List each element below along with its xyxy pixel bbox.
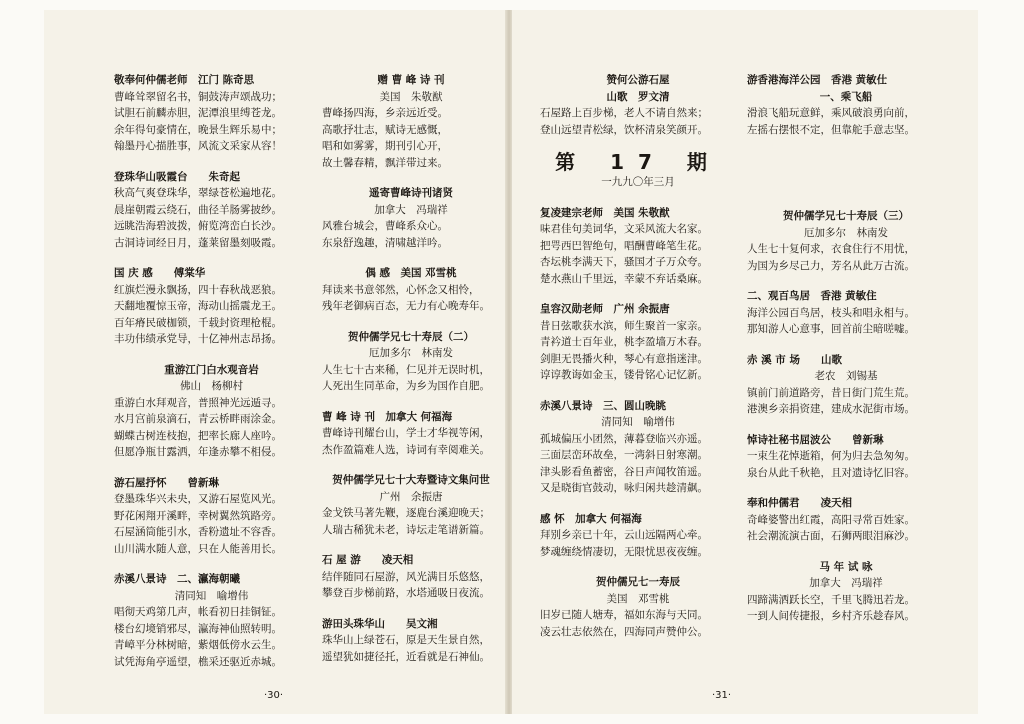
poem-line: 杏坛桃李满天下，骚国才子万众夸。: [540, 256, 708, 268]
spacer: [114, 155, 309, 169]
page-number-right: ·31·: [712, 690, 732, 701]
spacer: [322, 602, 500, 616]
poem-line: 美国 朱敬猷: [379, 90, 443, 103]
poem-line: 左摇右摆恨不定，但靠舵手意志坚。: [747, 123, 915, 136]
poem-line: 山川满水随人意，只在人能善用长。: [114, 542, 282, 555]
right-column-2: [747, 72, 945, 625]
poem-line: 老农 刘锡基: [814, 370, 878, 382]
poem-line: 三面层峦环故垒，一湾斜日射寒潮。: [540, 449, 708, 461]
poem-line: 旧岁已随人塘寿，福如东海与天同。: [540, 609, 708, 621]
poem-title: 赤溪八景诗 三、圆山晚眺: [540, 399, 666, 412]
spacer: [747, 545, 945, 559]
poem-line: 珠华山上绿苍石，原是天生景自然，: [322, 634, 490, 646]
poem-title: 游石屋抒怀 曾新琳: [114, 476, 219, 489]
poem-line: 石屋涵筒能引水，香粉遗址不容香。: [114, 526, 282, 538]
poem-title: 偶 感 美国 邓雪桃: [365, 267, 457, 279]
spacer: [322, 171, 500, 185]
poem-line: 奇峰婆警出红霞，高阳寻常百姓家。: [747, 513, 915, 526]
issue-date: 一九九〇年三月: [601, 176, 675, 188]
poem-line: 楼台幻境销邪尽，瀛海神仙照转明。: [114, 622, 282, 635]
poem-line: 曹峰扬四海，乡亲远近受。: [322, 107, 448, 119]
left-column-1: [114, 72, 309, 670]
poem-line: 为国为乡尽己力，芳名从此万古流。: [747, 259, 915, 272]
spacer: [322, 395, 500, 409]
poem-line: 曹峰诗刊耀台山，学士才华视等闲，: [322, 427, 490, 439]
poem-line: 把咢西巴智绝句，唱酬曹峰笔生花。: [540, 239, 708, 252]
spacer: [540, 384, 736, 398]
poem-line: 谆谆教诲如金玉，镂骨铭心记忆新。: [540, 369, 708, 381]
poem-line: 人死出生同革命，为乡为国作自肥。: [322, 380, 490, 392]
poem-line: 人生七十复何求，衣食住行不用忧，: [747, 243, 915, 255]
poem-line: 高歌抒壮志，赋诗无感慨，: [322, 123, 448, 136]
spacer: [540, 497, 736, 511]
poem-line: 东泉舒逸趣，清啸越洋吟。: [322, 236, 448, 249]
spacer: [747, 166, 945, 180]
spacer: [322, 315, 500, 329]
spacer: [747, 481, 945, 495]
poem-line: 金戈铁马著先鞭，逐鹿台溪迎晚天；: [322, 507, 490, 519]
poem-line: 重游白水拜观音，普照神光远遁寻。: [114, 396, 282, 409]
poem-line: 试凭海角亭遥望，樵采还驱近赤城。: [114, 655, 282, 668]
poem-line: 拜别乡亲已十年，云山远隔两心牵。: [540, 529, 708, 541]
poem-line: 人生七十古来稀，仁见并无误时机，: [322, 363, 490, 376]
right-page: [512, 10, 978, 714]
spacer: [540, 287, 736, 301]
poem-title: 悼诗社秘书屈波公 曾新琳: [747, 433, 884, 446]
poem-line: 天翻地覆惊玉帝，海动山摇震龙王。: [114, 300, 282, 312]
spacer: [747, 194, 945, 208]
spacer: [540, 560, 736, 574]
spacer: [747, 274, 945, 288]
spacer: [747, 418, 945, 432]
left-page: [44, 10, 506, 714]
poem-line: 古洞诗词经日月，蓬莱留墨刻吸霞。: [114, 236, 282, 249]
poem-line: 美国 邓雪桃: [606, 592, 670, 605]
poem-line: 登墨珠华兴未央，又游石屋览风光。: [114, 493, 282, 505]
spacer: [322, 458, 500, 472]
poem-title: 游香港海洋公园 香港 黄敏仕: [747, 74, 888, 86]
poem-line: 余年得句豪情在，晚景生辉乐易中；: [114, 123, 282, 136]
poem-line: 加拿大 冯瑞祥: [374, 203, 448, 216]
poem-line: 晨崖朝霞云绕石，曲径羊肠雾披纱。: [114, 203, 282, 216]
page-number-left: ·30·: [264, 690, 284, 701]
poem-line: 水月宫前泉滴石，青云桥畔雨涂金。: [114, 413, 282, 425]
spacer: [114, 461, 309, 475]
poem-line: 孤城偏压小团然，薄暮登临兴亦遥。: [540, 432, 708, 445]
poem-title: 敬奉何仲儒老师 江门 陈奇思: [114, 74, 255, 86]
poem-line: 社会潮流演古面，石狮两眼泪麻沙。: [747, 530, 915, 542]
poem-title: 遥寄曹峰诗刊诸贤: [369, 187, 453, 199]
poem-title: 山歌 罗文清: [606, 90, 670, 103]
poem-line: 残年老御病百态，无力有心晚寿年。: [322, 300, 490, 312]
poem-line: 梦魂缠绕情凄切，无限忧思夜夜缠。: [540, 545, 708, 558]
poem-line: 一束生花悼逝箱，何为归去急匆匆。: [747, 450, 915, 462]
poem-title: 赤 溪 市 场 山歌: [747, 353, 842, 366]
poem-title: 贺仲儒学兄七十寿辰（二）: [348, 330, 474, 343]
poem-line: 一到人间传捷报，乡村齐乐趁春风。: [747, 610, 915, 622]
poem-line: 泉台从此千秋艳，且对遗诗忆旧容。: [747, 466, 915, 479]
poem-line: 厄加多尔 林南发: [804, 226, 888, 239]
poem-title: 登珠华山吸霞台 朱奇起: [114, 170, 240, 183]
left-column-2: [322, 72, 500, 665]
poem-line: 唱彻天鸡第几声，帐看初日挂铜钲。: [114, 606, 282, 618]
poem-title: 复凌建宗老师 美国 朱敬猷: [540, 206, 670, 219]
poem-line: 人瑞古稀犹未老，诗坛走笔谱新篇。: [322, 523, 490, 536]
poem-line: 石屋路上百步梯，老人不请自然来；: [540, 107, 708, 119]
spacer: [747, 180, 945, 194]
right-column-1: [540, 72, 736, 640]
poem-line: 清同知 喻增伟: [174, 589, 249, 602]
poem-line: 加拿大 冯瑞祥: [809, 577, 883, 589]
poem-line: 青衿道士百年业，桃李盈墙万木春。: [540, 336, 708, 348]
poem-line: 蝴蝶古树连枝抱，把率长廊人座吟。: [114, 429, 282, 442]
poem-line: 攀登百步梯前路，水塔通吸日夜流。: [322, 587, 490, 599]
poem-line: 秋高气爽登珠华，翠绿苍松遍地花。: [114, 187, 282, 199]
poem-line: 唱和如雾雾，期刊引心开，: [322, 140, 448, 152]
spacer: [747, 152, 945, 166]
poem-title: 皇容汉勋老师 广州 余振唐: [540, 303, 670, 315]
poem-title: 赤溪八景诗 二、瀛海朝曦: [114, 573, 240, 585]
poem-title: 感 怀 加拿大 何福海: [540, 512, 642, 525]
poem-line: 味君佳句美词华，文采风流大名家。: [540, 223, 708, 235]
poem-line: 四蹄满洒跃长空，千里飞腾迅若龙。: [747, 593, 915, 606]
poem-line: 曹峰耸翠留名书，铜鼓涛声颂战功；: [114, 90, 282, 103]
poem-title: 马 年 试 咏: [819, 560, 873, 573]
poem-title: 贺仲儒学兄七十大寿暨诗文集问世: [332, 474, 490, 486]
poem-line: 风雅台城会，曹峰系众心。: [322, 220, 448, 232]
poem-line: 丰功伟绩承党导，十亿神州志昂扬。: [114, 333, 282, 345]
poem-line: 红旗烂漫永飘扬，四十春秋战恶狼。: [114, 283, 282, 296]
poem-line: 杰作盈篇难人选，诗词有幸阅难关。: [322, 443, 490, 456]
poem-line: 厄加多尔 林南发: [369, 347, 453, 359]
spacer: [747, 338, 945, 352]
poem-line: 镇前门前道路旁，昔日街门荒生荒。: [747, 386, 915, 399]
poem-line: 佛山 杨柳村: [180, 380, 243, 392]
poem-title: 赠 曹 峰 诗 刊: [377, 74, 445, 86]
spacer: [322, 251, 500, 265]
poem-line: 故土馨春精，飘洋带过来。: [322, 156, 448, 169]
poem-title: 国 庆 感 傅棠华: [114, 267, 206, 279]
poem-line: 凌云壮志依然在，四海同声赞仲公。: [540, 625, 708, 638]
poem-title: 重游江门白水观音岩: [164, 363, 259, 376]
poem-line: 野花闲翔开溪畔，幸树翼然筑路旁。: [114, 509, 282, 522]
poem-line: 楚水燕山千里远，幸蒙不弃话桑麻。: [540, 272, 708, 285]
spacer: [114, 557, 309, 571]
poem-line: 又是晓街官鼓动，咏归闲共趁清飙。: [540, 482, 708, 494]
poem-line: 剑胆无畏播火种，琴心有意指迷津。: [540, 352, 708, 365]
poem-line: 津头影看鱼蓄密，谷日声闻牧笛遥。: [540, 465, 708, 478]
poem-line: 青嶂平分林树暗，紫烟低傍水云生。: [114, 639, 282, 651]
poem-line: 昔日弦歌获水滨，师生聚首一家亲。: [540, 319, 708, 332]
spacer: [322, 538, 500, 552]
poem-line: 遥望犹如捷径托，近看就是石神仙。: [322, 650, 490, 663]
poem-line: 广州 余振唐: [379, 490, 443, 503]
poem-title: 二、观百鸟居 香港 黄敏住: [747, 290, 877, 302]
poem-title: 赞何公游石屋: [606, 74, 670, 86]
poem-line: 结伴随同石屋游，风光满目乐悠悠，: [322, 570, 490, 583]
poem-line: 试胆石前麟赤胆，泥潭浪里缚苍龙。: [114, 107, 282, 119]
poem-title: 游田头珠华山 吴文湘: [322, 617, 438, 630]
issue-title: 第 17 期: [555, 150, 721, 174]
poem-line: 港澳乡亲捐资建，建成水泥街市场。: [747, 403, 915, 415]
poem-title: 贺仲儒学兄七十寿辰（三）: [783, 210, 909, 222]
poem-line: 滑浪飞船玩意鲜，乘风破浪勇向前，: [747, 107, 915, 119]
poem-line: 海洋公园百鸟居，枝头和唱永相与。: [747, 306, 915, 319]
poem-line: 但愿净瓶甘露洒，年逢赤攀不相侵。: [114, 446, 282, 458]
poem-title: 一、乘飞船: [819, 90, 873, 103]
poem-line: 百年瘠民破枷锁，千载封资理枪棍。: [114, 316, 282, 329]
spacer: [114, 348, 309, 362]
poem-line: 翰墨丹心描胜事，风流文采家从容！: [114, 140, 282, 152]
spacer: [747, 138, 945, 152]
poem-line: 那知游人心意事，回首前尘暗嗟嘘。: [747, 323, 915, 335]
poem-title: 贺仲儒兄七一寿辰: [596, 576, 680, 588]
poem-line: 远眺浩海碧波拨，俯览湾峦白长沙。: [114, 220, 282, 232]
poem-title: 奉和仲儒君 凌天相: [747, 497, 852, 509]
poem-line: 拜读来书意邻然，心怀念又相怜，: [322, 283, 480, 296]
poem-line: 清同知 喻增伟: [601, 416, 675, 428]
poem-title: 石 屋 游 凌天相: [322, 554, 414, 566]
spacer: [114, 251, 309, 265]
poem-title: 曹 峰 诗 刊 加拿大 何福海: [322, 410, 453, 423]
poem-line: 登山远望青松绿，饮杯清泉笑颜开。: [540, 123, 708, 136]
